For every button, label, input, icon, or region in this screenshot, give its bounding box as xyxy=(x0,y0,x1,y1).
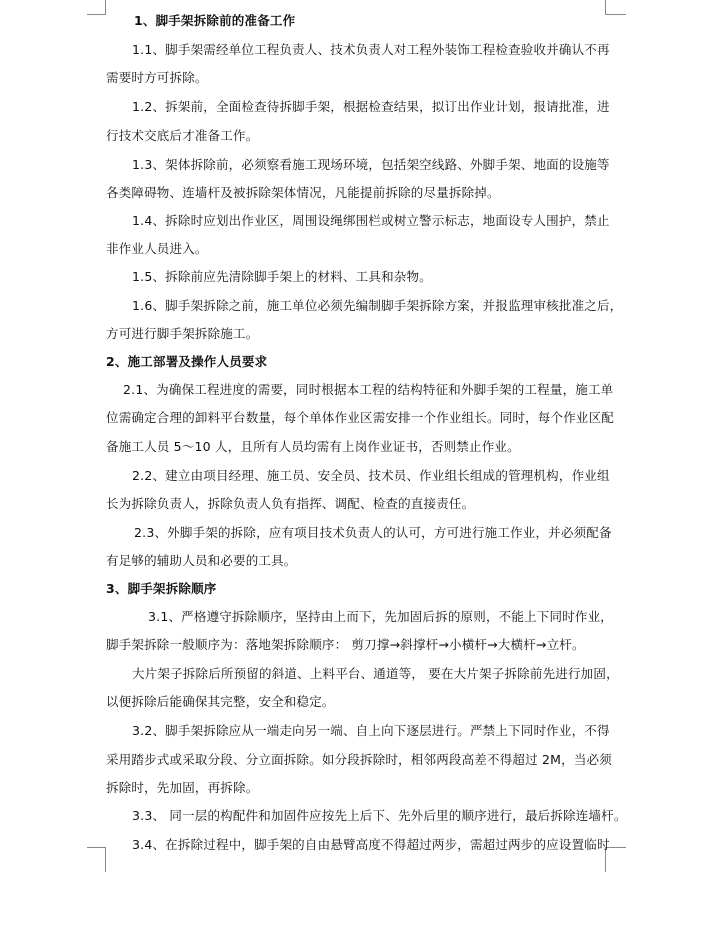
paragraph-line: 2.1、为确保工程进度的需要，同时根据本工程的结构特征和外脚手架的工程量，施工单 xyxy=(123,382,614,397)
paragraph-line: 位需确定合理的卸料平台数量，每个单体作业区需安排一个作业组长。同时，每个作业区配 xyxy=(106,410,615,425)
page-corner-mark-top-right xyxy=(605,0,626,15)
paragraph-line: 3.1、严格遵守拆除顺序，坚持由上而下，先加固后拆的原则，不能上下同时作业， xyxy=(148,609,613,624)
page-corner-mark-top-left xyxy=(87,0,106,15)
paragraph-line: 2.3、外脚手架的拆除，应有项目技术负责人的认可，方可进行施工作业，并必须配备 xyxy=(134,525,612,540)
paragraph-line: 大片架子拆除后所预留的斜道、上料平台、通道等， 要在大片架子拆除前先进行加固， xyxy=(132,666,619,681)
heading-3: 3、脚手架拆除顺序 xyxy=(106,581,217,596)
paragraph-line: 有足够的辅助人员和必要的工具。 xyxy=(106,553,297,568)
paragraph-line: 拆除时，先加固，再拆除。 xyxy=(106,780,259,795)
paragraph-line: 方可进行脚手架拆除施工。 xyxy=(106,326,259,341)
paragraph-line: 长为拆除负责人，拆除负责人负有指挥、调配、检查的直接责任。 xyxy=(106,496,475,511)
paragraph-line: 以便拆除后能确保其完整，安全和稳定。 xyxy=(106,694,335,709)
paragraph-line: 1.5、拆除前应先清除脚手架上的材料、工具和杂物。 xyxy=(132,269,432,284)
paragraph-line: 各类障碍物、连墙杆及被拆除架体情况，凡能提前拆除的尽量拆除掉。 xyxy=(106,185,500,200)
paragraph-line: 2.2、建立由项目经理、施工员、安全员、技术员、作业组长组成的管理机构，作业组 xyxy=(132,468,610,483)
paragraph-line: 1.6、脚手架拆除之前，施工单位必须先编制脚手架拆除方案，并报监理审核批准之后， xyxy=(132,298,623,313)
paragraph-line: 需要时方可拆除。 xyxy=(106,70,208,85)
heading-2: 2、施工部署及操作人员要求 xyxy=(106,354,268,369)
paragraph-line: 3.2、脚手架拆除应从一端走向另一端、自上向下逐层进行。严禁上下同时作业，不得 xyxy=(132,723,610,738)
paragraph-line: 采用踏步式或采取分段、分立面拆除。如分段拆除时，相邻两段高差不得超过 2M，当必须 xyxy=(106,752,612,767)
paragraph-line: 1.4、拆除时应划出作业区，周围设绳绑围栏或树立警示标志，地面设专人围护，禁止 xyxy=(132,213,610,228)
paragraph-line: 非作业人员进入。 xyxy=(106,241,208,256)
paragraph-line: 1.2、拆架前，全面检查待拆脚手架，根据检查结果，拟订出作业计划，报请批准，进 xyxy=(132,99,610,114)
paragraph-line: 脚手架拆除一般顺序为：落地架拆除顺序： 剪刀撑→斜撑杆→小横杆→大横杆→立杆。 xyxy=(106,637,585,652)
paragraph-line: 1.3、架体拆除前，必须察看施工现场环境，包括架空线路、外脚手架、地面的设施等 xyxy=(132,157,610,172)
page-corner-mark-bottom-left xyxy=(87,847,106,872)
paragraph-line: 3.3、 同一层的构配件和加固件应按先上后下、先外后里的顺序进行，最后拆除连墙杆。 xyxy=(132,808,627,823)
paragraph-line: 备施工人员 5～10 人，且所有人员均需有上岗作业证书，否则禁止作业。 xyxy=(106,439,520,454)
paragraph-line: 3.4、在拆除过程中，脚手架的自由悬臂高度不得超过两步，需超过两步的应设置临时 xyxy=(132,837,610,852)
heading-1: 1、脚手架拆除前的准备工作 xyxy=(134,13,296,28)
paragraph-line: 行技术交底后才准备工作。 xyxy=(106,128,259,143)
paragraph-line: 1.1、脚手架需经单位工程负责人、技术负责人对工程外装饰工程检查验收并确认不再 xyxy=(132,42,610,57)
